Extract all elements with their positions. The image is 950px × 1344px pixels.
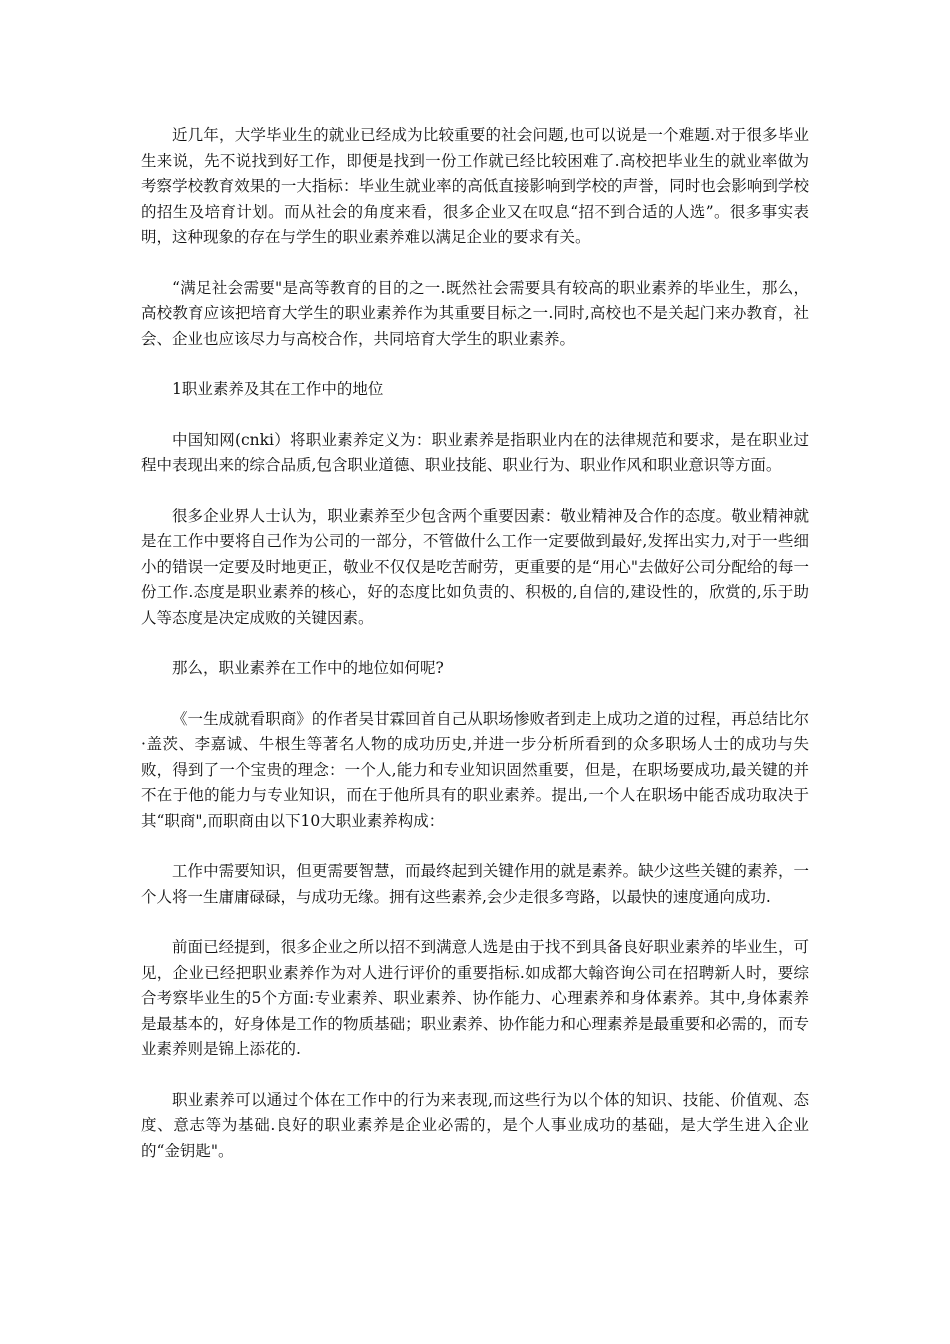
paragraph: 近几年，大学毕业生的就业已经成为比较重要的社会问题,也可以说是一个难题.对于很多毕业生来说，先不说找到好工作，即便是找到一份工作就已经比较困难了.高校把毕业生的就业率做为考察学校教育效果的一大指标：毕业生就业率的高低直接影响到学校的声誉，同时也会影响到学校的招生及培育计划。而从社会的角度来看，很多企业又在叹息“招不到合适的人选”。很多事实表明，这种现象的存在与学生的职业素养难以满足企业的要求有关。 bbox=[141, 126, 809, 246]
paragraph: 很多企业界人士认为，职业素养至少包含两个重要因素：敬业精神及合作的态度。敬业精神就是在工作中要将自己作为公司的一部分，不管做什么工作一定要做到最好,发挥出实力,对于一些细小的错误一定要及时地更正，敬业不仅仅是吃苦耐劳，更重要的是“用心"去做好公司分配给的每一份工作.态度是职业素养的核心，好的态度比如负责的、积极的,自信的,建设性的，欣赏的,乐于助人等态度是决定成败的关键因素。 bbox=[141, 506, 809, 627]
paragraph: 《一生成就看职商》的作者吴甘霖回首自己从职场惨败者到走上成功之道的过程，再总结比尔·盖茨、李嘉诚、牛根生等著名人物的成功历史,并进一步分析所看到的众多职场人士的成功与失败，得到了一个宝贵的理念：一个人,能力和专业知识固然重要，但是，在职场要成功,最关键的并不在于他的能力与专业知识，而在于他所具有的职业素养。提出,一个人在职场中能否成功取决于其“职商",而职商由以下10大职业素养构成： bbox=[141, 709, 809, 830]
paragraph: 那么，职业素养在工作中的地位如何呢? bbox=[172, 659, 444, 677]
paragraph: 前面已经提到，很多企业之所以招不到满意人选是由于找不到具备良好职业素养的毕业生，可见，企业已经把职业素养作为对人进行评价的重要指标.如成都大翰咨询公司在招聘新人时，要综合考察毕业生的5个方面:专业素养、职业素养、协作能力、心理素养和身体素养。其中,身体素养是最基本的，好身体是工作的物质基础；职业素养、协作能力和心理素养是最重要和必需的，而专业素养则是锦上添花的. bbox=[141, 938, 809, 1058]
paragraph: 中国知网(cnki）将职业素养定义为：职业素养是指职业内在的法律规范和要求，是在职业过程中表现出来的综合品质,包含职业道德、职业技能、职业行为、职业作风和职业意识等方面。 bbox=[141, 430, 809, 474]
document-body bbox=[141, 123, 809, 1189]
paragraph: “满足社会需要"是高等教育的目的之一.既然社会需要具有较高的职业素养的毕业生，那么，高校教育应该把培育大学生的职业素养作为其重要目标之一.同时,高校也不是关起门来办教育，社会、企业也应该尽力与高校合作，共同培育大学生的职业素养。 bbox=[141, 278, 809, 348]
paragraph: 职业素养可以通过个体在工作中的行为来表现,而这些行为以个体的知识、技能、价值观、态度、意志等为基础.良好的职业素养是企业必需的，是个人事业成功的基础，是大学生进入企业的“金钥匙"。 bbox=[141, 1090, 809, 1160]
section-heading: 1职业素养及其在工作中的地位 bbox=[172, 380, 384, 398]
paragraph: 工作中需要知识，但更需要智慧，而最终起到关键作用的就是素养。缺少这些关键的素养，一个人将一生庸庸碌碌，与成功无缘。拥有这些素养,会少走很多弯路，以最快的速度通向成功. bbox=[141, 862, 809, 906]
